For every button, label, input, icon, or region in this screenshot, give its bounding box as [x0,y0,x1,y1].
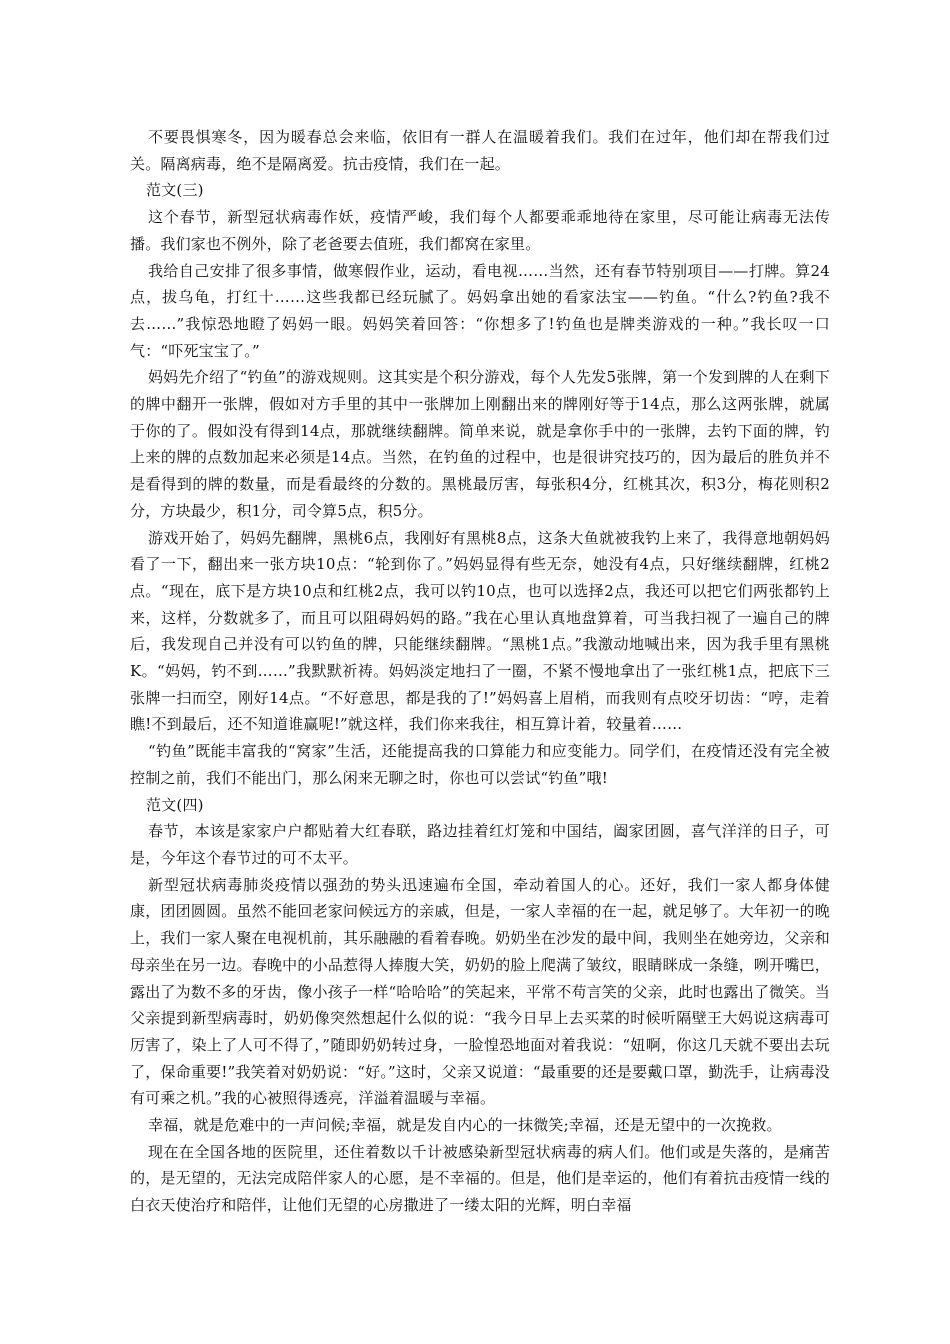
section-heading: 范文(四) [146,795,204,814]
section-heading: 范文(三) [146,181,204,200]
paragraph: 新型冠状病毒肺炎疫情以强劲的势头迅速遍布全国，牵动着国人的心。还好，我们一家人都身体健康，团团圆圆。虽然不能回老家问候远方的亲戚，但是，一家人幸福的在一起，就足够了。大年初一的晚上，我们一家人聚在电视机前，其乐融融的看着春晚。奶奶坐在沙发的最中间，我则坐在她旁边，父亲和母亲坐在另一边。春晚中的小品惹得人捧腹大笑，奶奶的脸上爬满了皱纹，眼睛眯成一条缝，咧开嘴巴，露出了为数不多的牙齿，像小孩子一样“哈哈哈”的笑起来，平常不苟言笑的父亲，此时也露出了微笑。当父亲提到新型病毒时，奶奶像突然想起什么似的说：“我今日早上去买菜的时候听隔壁王大妈说这病毒可厉害了，染上了人可不得了，”随即奶奶转过身，一脸惶恐地面对着我说：“妞啊，你这几天就不要出去玩了，保命重要!”我笑着对奶奶说：“好。”这时，父亲又说道：“最重要的还是要戴口罩，勤洗手，让病毒没有可乘之机。”我的心被照得透亮，洋溢着温暖与幸福。 [130,875,830,1108]
paragraph: 春节，本该是家家户户都贴着大红春联，路边挂着红灯笼和中国结，阖家团圆，喜气洋洋的日子，可是，今年这个春节过的可不太平。 [130,822,830,867]
paragraph: 游戏开始了，妈妈先翻牌，黑桃6点，我刚好有黑桃8点，这条大鱼就被我钓上来了，我得意地朝妈妈看了一下，翻出来一张方块10点：“轮到你了。”妈妈显得有些无奈，她没有4点，只好继续翻牌，红桃2点。“现在，底下是方块10点和红桃2点，我可以钓10点，也可以选择2点，我还可以把它们两张都钓上来，这样，分数就多了，而且可以阻碍妈妈的路。”我在心里认真地盘算着，可当我扫视了一遍自己的牌后，我发现自己并没有可以钓鱼的牌，只能继续翻牌。“黑桃1点。”我激动地喊出来，因为我手里有黑桃K。“妈妈，钓不到……”我默默祈祷。妈妈淡定地扫了一圈，不紧不慢地拿出了一张红桃1点，把底下三张牌一扫而空，刚好14点。“不好意思，都是我的了!”妈妈喜上眉梢，而我则有点咬牙切齿：“哼，走着瞧!不到最后，还不知道谁赢呢!”就这样，我们你来我往，相互算计着，较量着…… [130,528,830,734]
document-page [130,124,830,1219]
paragraph: 这个春节，新型冠状病毒作妖，疫情严峻，我们每个人都要乖乖地待在家里，尽可能让病毒无法传播。我们家也不例外，除了老爸要去值班，我们都窝在家里。 [130,208,830,253]
paragraph: 幸福，就是危难中的一声问候;幸福，就是发自内心的一抹微笑;幸福，还是无望中的一次挽救。 [148,1116,782,1135]
paragraph: 不要畏惧寒冬，因为暖春总会来临，依旧有一群人在温暖着我们。我们在过年，他们却在帮我们过关。隔离病毒，绝不是隔离爱。抗击疫情，我们在一起。 [130,128,830,173]
paragraph: 我给自己安排了很多事情，做寒假作业，运动，看电视……当然，还有春节特别项目——打牌。算24点，拔乌龟，打红十……这些我都已经玩腻了。妈妈拿出她的看家法宝——钓鱼。“什么?钓鱼?我不去……”我惊恐地瞪了妈妈一眼。妈妈笑着回答：“你想多了!钓鱼也是牌类游戏的一种。”我长叹一口气：“吓死宝宝了。” [130,261,830,360]
paragraph: 妈妈先介绍了“钓鱼”的游戏规则。这其实是个积分游戏，每个人先发5张牌，第一个发到牌的人在剩下的牌中翻开一张牌，假如对方手里的其中一张牌加上刚翻出来的牌刚好等于14点，那么这两张牌，就属于你的了。假如没有得到14点，那就继续翻牌。简单来说，就是拿你手中的一张牌，去钓下面的牌，钓上来的牌的点数加起来必须是14点。当然，在钓鱼的过程中，也是很讲究技巧的，因为最后的胜负并不是看得到的牌的数量，而是看最终的分数的。黑桃最厉害，每张积4分，红桃其次，积3分，梅花则积2分，方块最少，积1分，司令算5点，积5分。 [130,368,830,520]
paragraph: “钓鱼”既能丰富我的“窝家”生活，还能提高我的口算能力和应变能力。同学们，在疫情还没有完全被控制之前，我们不能出门，那么闲来无聊之时，你也可以尝试“钓鱼”哦! [130,742,830,787]
paragraph: 现在在全国各地的医院里，还住着数以千计被感染新型冠状病毒的病人们。他们或是失落的，是痛苦的，是无望的，无法完成陪伴家人的心愿，是不幸福的。但是，他们是幸运的，他们有着抗击疫情一线的白衣天使治疗和陪伴，让他们无望的心房撒进了一缕太阳的光辉，明白幸福 [130,1142,830,1215]
